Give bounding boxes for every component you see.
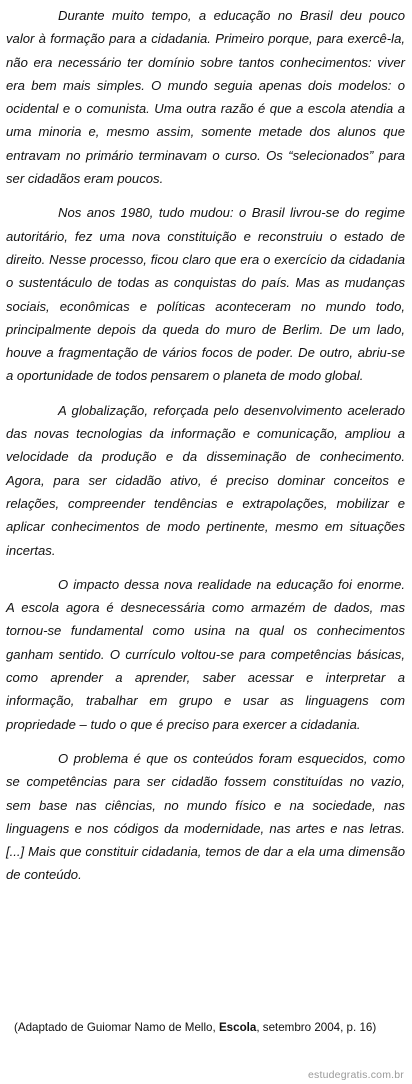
paragraph-2: Nos anos 1980, tudo mudou: o Brasil livrou-se do regime autoritário, fez uma nova constituição e reconstruiu o estado de direito. Nesse processo, ficou claro que era o exercício da cidadania o sustentáculo de todas as conquistas do país. Mas as mudanças sociais, econômicas e políticas aconteceram no mundo todo, principalmente depois da queda do muro de Berlim. De um lado, houve a fragmentação de vários focos de poder. De outro, abriu-se a oportunidade de todos pensarem o planeta de modo global. — [6, 205, 405, 384]
paragraph-1: Durante muito tempo, a educação no Brasil deu pouco valor à formação para a cidadania. Primeiro porque, para exercê-la, não era necessário ter domínio sobre tantos conhecimentos: viver era bem mais simples. O mundo seguia apenas dois modelos: o ocidental e o comunista. Uma outra razão é que a escola atendia a uma minoria e, mesmo assim, somente metade dos alunos que entravam no primário terminavam o curso. Os “selecionados” para ser cidadãos eram poucos. — [6, 8, 405, 187]
paragraph-4: O impacto dessa nova realidade na educação foi enorme. A escola agora é desnecessária como armazém de dados, mas tornou-se fundamental como usina na qual os conhecimentos ganham sentido. O currículo voltou-se para competências básicas, como aprender a aprender, saber acessar e interpretar a informação, trabalhar em grupo e usar as linguagens com propriedade – tudo o que é preciso para exercer a cidadania. — [6, 576, 405, 732]
source-suffix: , setembro 2004, p. 16) — [256, 1021, 377, 1034]
watermark: estudegratis.com.br — [307, 1069, 404, 1081]
article-text — [6, 4, 405, 898]
source-prefix: (Adaptado de Guiomar Namo de Mello, — [14, 1021, 219, 1034]
source-citation — [14, 1020, 406, 1036]
paragraph-5: O problema é que os conteúdos foram esquecidos, como se competências para ser cidadão fossem constituídas no vazio, sem base nas ciências, no mundo físico e na sociedade, nas linguagens e nos códigos da modernidade, nas artes e nas letras. [...] Mais que constituir cidadania, temos de dar a ela uma dimensão de conteúdo. — [6, 750, 405, 883]
paragraph-3: A globalização, reforçada pelo desenvolvimento acelerado das novas tecnologias da informação e comunicação, ampliou a velocidade da produção e da disseminação de conhecimento. Agora, para ser cidadão ativo, é preciso dominar conceitos e relações, compreender tendências e extrapolações, mobilizar e aplicar conhecimentos de modo pertinente, mesmo em situações incertas. — [6, 402, 405, 558]
source-publication: Escola — [218, 1021, 257, 1034]
